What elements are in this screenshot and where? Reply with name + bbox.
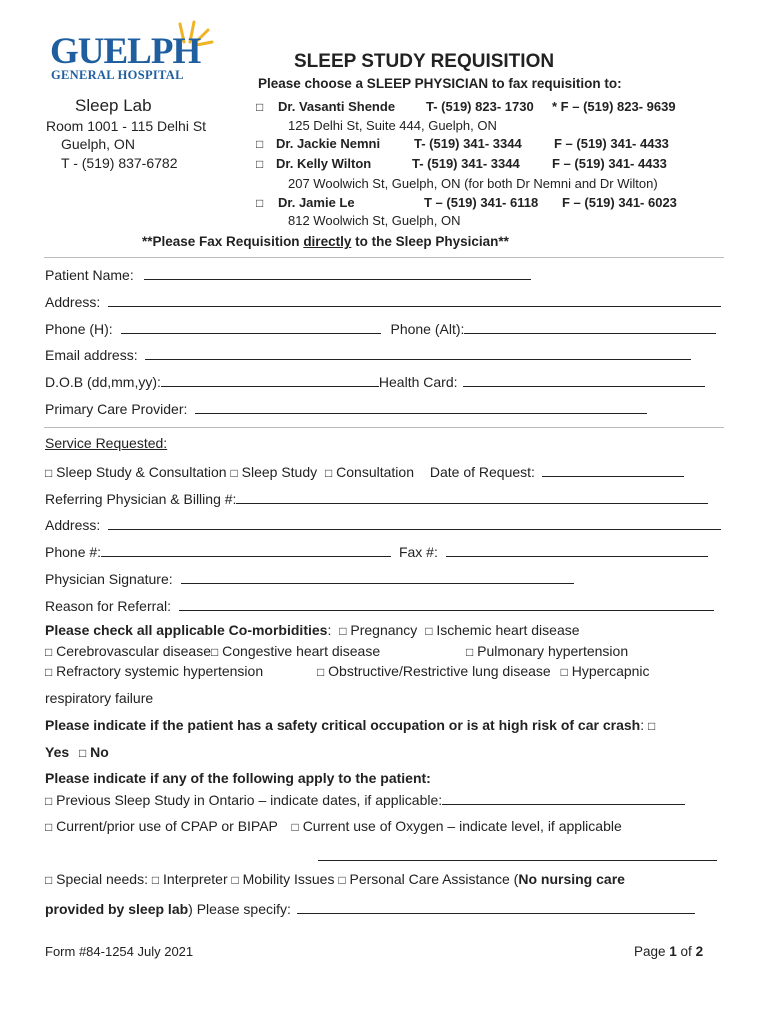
dob-label: D.O.B (dd,mm,yy): (45, 374, 161, 390)
ref-fax-field[interactable] (446, 542, 708, 557)
patient-name-row (45, 265, 531, 283)
sleep-lab-title: Sleep Lab (75, 96, 152, 115)
checkbox-nemni[interactable]: □ (256, 137, 264, 151)
service-heading: Service Requested: (45, 435, 168, 451)
phone-alt-field[interactable] (464, 319, 716, 334)
checkbox-ischemic[interactable]: □ (425, 624, 433, 638)
patient-name-field[interactable] (144, 265, 531, 280)
prev-study-label: Previous Sleep Study in Ontario – indicate dates, if applicable: (56, 792, 443, 808)
comorbid-hypercapnic: Hypercapnic (571, 663, 650, 679)
checkbox-prev-study[interactable]: □ (45, 794, 53, 808)
physician-address: 125 Delhi St, Suite 444, Guelph, ON (288, 118, 497, 133)
comorbid-row-2 (45, 643, 629, 659)
checkbox-oxygen[interactable]: □ (291, 820, 299, 834)
checkbox-le[interactable]: □ (256, 196, 264, 210)
signature-label: Physician Signature: (45, 571, 173, 587)
pcp-field[interactable] (195, 399, 647, 414)
checkbox-cerebrovascular[interactable]: □ (45, 645, 53, 659)
signature-row (45, 569, 574, 587)
reason-field[interactable] (179, 596, 714, 611)
safety-row (45, 717, 655, 733)
service-opt1: Sleep Study & Consultation (56, 464, 227, 480)
comorbid-pulmonary: Pulmonary hypertension (477, 643, 629, 659)
health-card-label: Health Card: (378, 374, 458, 390)
checkbox-wilton[interactable]: □ (256, 157, 264, 171)
referring-label: Referring Physician & Billing #: (45, 491, 237, 507)
patient-name-label: Patient Name: (45, 267, 134, 283)
patient-address-field[interactable] (108, 292, 721, 307)
comorbid-heading: Please check all applicable Co-morbidities (45, 622, 328, 638)
physician-fax: F – (519) 341- 6023 (562, 195, 677, 210)
safety-yes: Yes (45, 744, 70, 760)
physician-name: Dr. Kelly Wilton (276, 156, 372, 171)
page-of: of (676, 944, 696, 959)
comorbid-pregnancy: Pregnancy (350, 622, 418, 638)
sleep-lab-city: Guelph, ON (61, 136, 135, 152)
page-current: 1 (669, 944, 677, 959)
special-needs-row (45, 871, 625, 887)
checkbox-hypercapnic[interactable]: □ (560, 665, 568, 679)
checkbox-cpap[interactable]: □ (45, 820, 53, 834)
email-label: Email address: (45, 347, 138, 363)
checkbox-interpreter[interactable]: □ (151, 873, 160, 887)
physician-row-shende (256, 99, 676, 114)
physician-address: 207 Woolwich St, Guelph, ON (for both Dr Nemni and Dr Wilton) (288, 176, 658, 191)
checkbox-refractory[interactable]: □ (45, 665, 53, 679)
patient-phone-row (45, 319, 716, 337)
patient-pcp-row (45, 399, 647, 417)
fax-note-pre: **Please Fax Requisition (142, 234, 304, 249)
physician-address: 812 Woolwich St, Guelph, ON (288, 213, 461, 228)
checkbox-special-needs[interactable]: □ (45, 873, 53, 887)
comorbid-ischemic: Ischemic heart disease (436, 622, 580, 638)
safety-colon: : (640, 717, 645, 733)
service-opt2: Sleep Study (241, 464, 318, 480)
comorbid-wrap: respiratory failure (45, 690, 154, 706)
physician-name: Dr. Jackie Nemni (276, 136, 381, 151)
comorbid-row-3 (45, 663, 650, 679)
divider (44, 427, 724, 428)
sleep-lab-phone: T - (519) 837-6782 (61, 155, 178, 171)
sleep-lab-room: Room 1001 - 115 Delhi St (46, 118, 207, 134)
specify-field[interactable] (297, 899, 695, 914)
interpreter-label: Interpreter (163, 871, 228, 887)
physician-fax: F – (519) 341- 4433 (552, 156, 667, 171)
referring-row (45, 489, 708, 507)
page-total: 2 (695, 944, 704, 959)
comorbid-congestive: Congestive heart disease (222, 643, 381, 659)
pcp-label: Primary Care Provider: (45, 401, 188, 417)
ref-phone-field[interactable] (101, 542, 391, 557)
ref-phone-row (45, 542, 708, 560)
comorbid-refractory: Refractory systemic hypertension (56, 663, 264, 679)
checkbox-pca[interactable]: □ (338, 873, 346, 887)
form-number: Form #84-1254 July 2021 (45, 944, 194, 959)
physician-row-nemni (256, 136, 669, 151)
date-request-field[interactable] (542, 462, 684, 477)
prev-study-row (45, 790, 685, 808)
patient-email-row (45, 345, 691, 363)
comorbid-row-1 (45, 622, 580, 638)
referring-field[interactable] (236, 489, 708, 504)
page-number (634, 944, 703, 959)
patient-address-row (45, 292, 721, 310)
checkbox-sleep-study-consult[interactable]: □ (45, 466, 53, 480)
provided-label: provided by sleep lab (45, 901, 189, 917)
physician-phone: T- (519) 341- 3344 (414, 136, 522, 151)
checkbox-pulmonary[interactable]: □ (466, 645, 474, 659)
safety-question: Please indicate if the patient has a safety critical occupation or is at high risk of car crash (45, 717, 641, 733)
checkbox-safety-yes[interactable]: □ (647, 719, 656, 733)
comorbid-obstructive: Obstructive/Restrictive lung disease (328, 663, 551, 679)
physician-name: Dr. Vasanti Shende (278, 99, 396, 114)
ref-fax-label: Fax #: (398, 544, 438, 560)
safety-answer-row (45, 744, 109, 760)
phone-h-field[interactable] (121, 319, 381, 334)
reason-row (45, 596, 714, 614)
oxygen-label: Current use of Oxygen – indicate level, if applicable (302, 818, 622, 834)
checkbox-consultation[interactable]: □ (325, 466, 333, 480)
dob-field[interactable] (161, 372, 379, 387)
phone-alt-label: Phone (Alt): (390, 321, 465, 337)
no-nursing-label: No nursing care (518, 871, 625, 887)
service-options-row (45, 462, 684, 480)
specify-label: ) Please specify: (188, 901, 291, 917)
mobility-label: Mobility Issues (242, 871, 335, 887)
safety-no: No (90, 744, 109, 760)
comorbid-cerebrovascular: Cerebrovascular disease (56, 643, 211, 659)
date-request-label: Date of Request: (429, 464, 535, 480)
prev-study-field[interactable] (442, 790, 685, 805)
health-card-field[interactable] (463, 372, 705, 387)
physician-phone: T- (519) 341- 3344 (412, 156, 520, 171)
ref-address-row (45, 515, 721, 533)
logo-subtitle: GENERAL HOSPITAL (51, 68, 184, 82)
patient-dob-row (45, 372, 705, 390)
logo-name: GUELPH (50, 31, 201, 72)
physician-phone: T- (519) 823- 1730 (426, 99, 534, 114)
patient-address-label: Address: (45, 294, 101, 310)
special-label: Special needs: (56, 871, 148, 887)
pca-label: Personal Care Assistance ( (349, 871, 519, 887)
apply-heading: Please indicate if any of the following apply to the patient: (45, 770, 431, 786)
divider (44, 257, 724, 258)
signature-field[interactable] (181, 569, 574, 584)
cpap-row (45, 818, 622, 834)
physician-phone: T – (519) 341- 6118 (424, 195, 539, 210)
service-opt3: Consultation (336, 464, 414, 480)
checkbox-safety-no[interactable]: □ (79, 746, 87, 760)
fax-note-emph: directly (303, 234, 352, 249)
reason-label: Reason for Referral: (45, 598, 172, 614)
fax-note-post: to the Sleep Physician** (351, 234, 509, 249)
checkbox-shende[interactable]: □ (256, 100, 264, 114)
comorbid-colon: : (327, 622, 332, 638)
checkbox-pregnancy[interactable]: □ (339, 624, 347, 638)
checkbox-sleep-study[interactable]: □ (230, 466, 238, 480)
checkbox-obstructive[interactable]: □ (317, 665, 325, 679)
checkbox-congestive[interactable]: □ (211, 645, 219, 659)
fax-note (142, 234, 509, 249)
checkbox-mobility[interactable]: □ (231, 873, 239, 887)
physician-row-wilton (256, 156, 667, 171)
ref-phone-label: Phone #: (45, 544, 102, 560)
form-title: SLEEP STUDY REQUISITION (294, 51, 555, 72)
cpap-label: Current/prior use of CPAP or BIPAP (56, 818, 278, 834)
specify-row (45, 899, 695, 917)
phone-h-label: Phone (H): (45, 321, 113, 337)
physician-fax: F – (519) 341- 4433 (554, 136, 669, 151)
physician-fax: * F – (519) 823- 9639 (552, 99, 676, 114)
physician-prompt: Please choose a SLEEP PHYSICIAN to fax requisition to: (258, 76, 622, 91)
email-field[interactable] (145, 345, 691, 360)
physician-row-le (256, 195, 677, 210)
ref-address-label: Address: (45, 517, 101, 533)
ref-address-field[interactable] (108, 515, 721, 530)
page-pre: Page (634, 944, 670, 959)
hospital-logo (50, 18, 220, 82)
physician-name: Dr. Jamie Le (278, 195, 355, 210)
oxygen-field[interactable] (318, 846, 717, 861)
